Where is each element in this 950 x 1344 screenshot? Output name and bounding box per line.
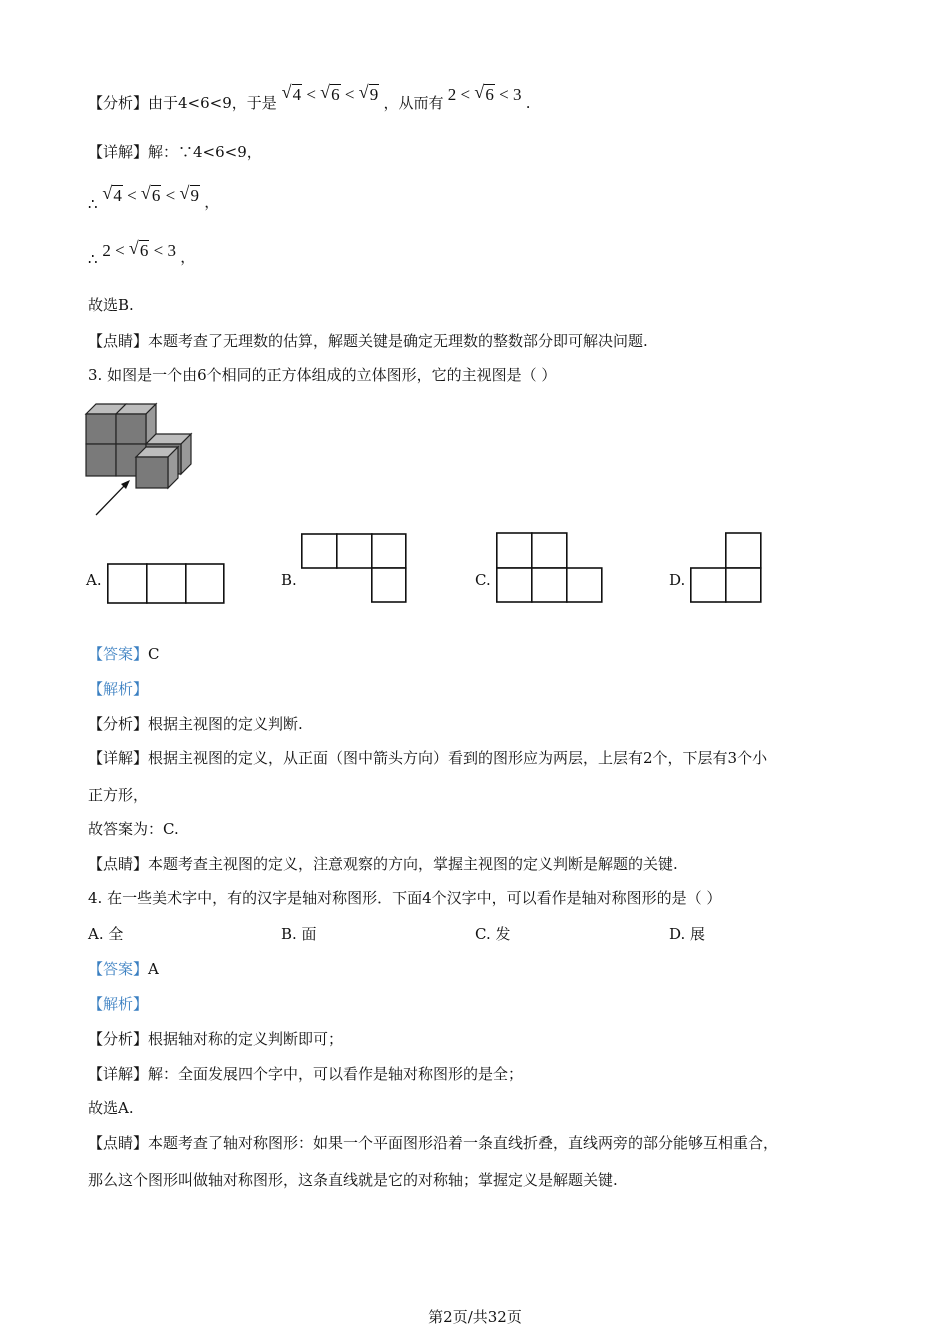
question-3: 3. 如图是一个由6个相同的正方体组成的立体图形，它的主视图是（ ） bbox=[88, 366, 557, 384]
choose-q3: 故答案为：C. bbox=[88, 820, 179, 838]
answer-value: C bbox=[148, 645, 160, 663]
answer-tag: 【答案】 bbox=[88, 960, 149, 978]
option-b-figure[interactable] bbox=[301, 533, 407, 603]
option-d-q4[interactable]: D. 展 bbox=[669, 925, 706, 943]
inequality-range-2: 2 < √ 6 < 3 bbox=[102, 241, 180, 260]
choose-line: 故选B. bbox=[88, 296, 134, 314]
analysis-line: 【分析】由于4<6<9，于是 √ 4 < √ 6 < √ 9 ，从而有 2 < √ 6 < 3 . bbox=[88, 92, 530, 114]
answer-tag: 【答案】 bbox=[88, 645, 149, 663]
detail-q3-1: 【详解】根据主视图的定义，从正面（图中箭头方向）看到的图形应为两层，上层有2个，下层有3个小 bbox=[88, 749, 768, 767]
option-a-label[interactable]: A. bbox=[86, 571, 102, 589]
answer-line-q3 bbox=[88, 643, 160, 665]
choose-q4: 故选A. bbox=[88, 1099, 134, 1117]
answer-value: A bbox=[148, 960, 159, 978]
page-footer: 第2页/共32页 bbox=[428, 1308, 522, 1326]
comment-line: 【点睛】本题考查了无理数的估算，解题关键是确定无理数的整数部分即可解决问题. bbox=[88, 332, 648, 350]
comment-q3: 【点睛】本题考查主视图的定义，注意观察的方向，掌握主视图的定义判断是解题的关键. bbox=[88, 855, 678, 873]
option-a-figure[interactable] bbox=[107, 563, 225, 603]
detail-line: 【详解】解：∵4<6<9， bbox=[88, 143, 262, 161]
analysis-q3: 【分析】根据主视图的定义判断. bbox=[88, 715, 303, 733]
option-c-q4[interactable]: C. 发 bbox=[475, 925, 511, 943]
inequality-sqrt-2: √ 4 < √ 6 < √ 9 bbox=[102, 186, 204, 205]
comment-q4-1: 【点睛】本题考查了轴对称图形：如果一个平面图形沿着一条直线折叠，直线两旁的部分能够互相重合， bbox=[88, 1134, 779, 1152]
option-b-q4[interactable]: B. 面 bbox=[281, 925, 317, 943]
analysis-q4: 【分析】根据轴对称的定义判断即可； bbox=[88, 1030, 344, 1048]
cube-figure bbox=[86, 402, 196, 517]
therefore-line-2: ∴ 2 < √ 6 < 3 ， bbox=[88, 240, 195, 262]
question-4: 4. 在一些美术字中，有的汉字是轴对称图形．下面4个汉字中，可以看作是轴对称图形的是（ ） bbox=[88, 889, 722, 907]
detail-q3-2: 正方形， bbox=[88, 786, 149, 804]
therefore-line-1: ∴ √ 4 < √ 6 < √ 9 ， bbox=[88, 185, 219, 207]
option-d-label[interactable]: D. bbox=[669, 571, 686, 589]
jiexi-tag-q4: 【解析】 bbox=[88, 995, 149, 1013]
option-c-label[interactable]: C. bbox=[475, 571, 491, 589]
detail-q4: 【详解】解：全面发展四个字中，可以看作是轴对称图形的是全； bbox=[88, 1065, 524, 1083]
comment-q4-2: 那么这个图形叫做轴对称图形，这条直线就是它的对称轴；掌握定义是解题关键. bbox=[88, 1171, 618, 1189]
option-b-label[interactable]: B. bbox=[281, 571, 297, 589]
answer-line-q4 bbox=[88, 958, 159, 980]
option-c-figure[interactable] bbox=[496, 532, 604, 603]
option-a-q4[interactable]: A. 全 bbox=[88, 925, 124, 943]
jiexi-tag-q3: 【解析】 bbox=[88, 680, 149, 698]
option-d-figure[interactable] bbox=[690, 532, 762, 603]
inequality-range: 2 < √ 6 < 3 bbox=[444, 85, 526, 104]
inequality-sqrt: √ 4 < √ 6 < √ 9 bbox=[282, 85, 384, 104]
